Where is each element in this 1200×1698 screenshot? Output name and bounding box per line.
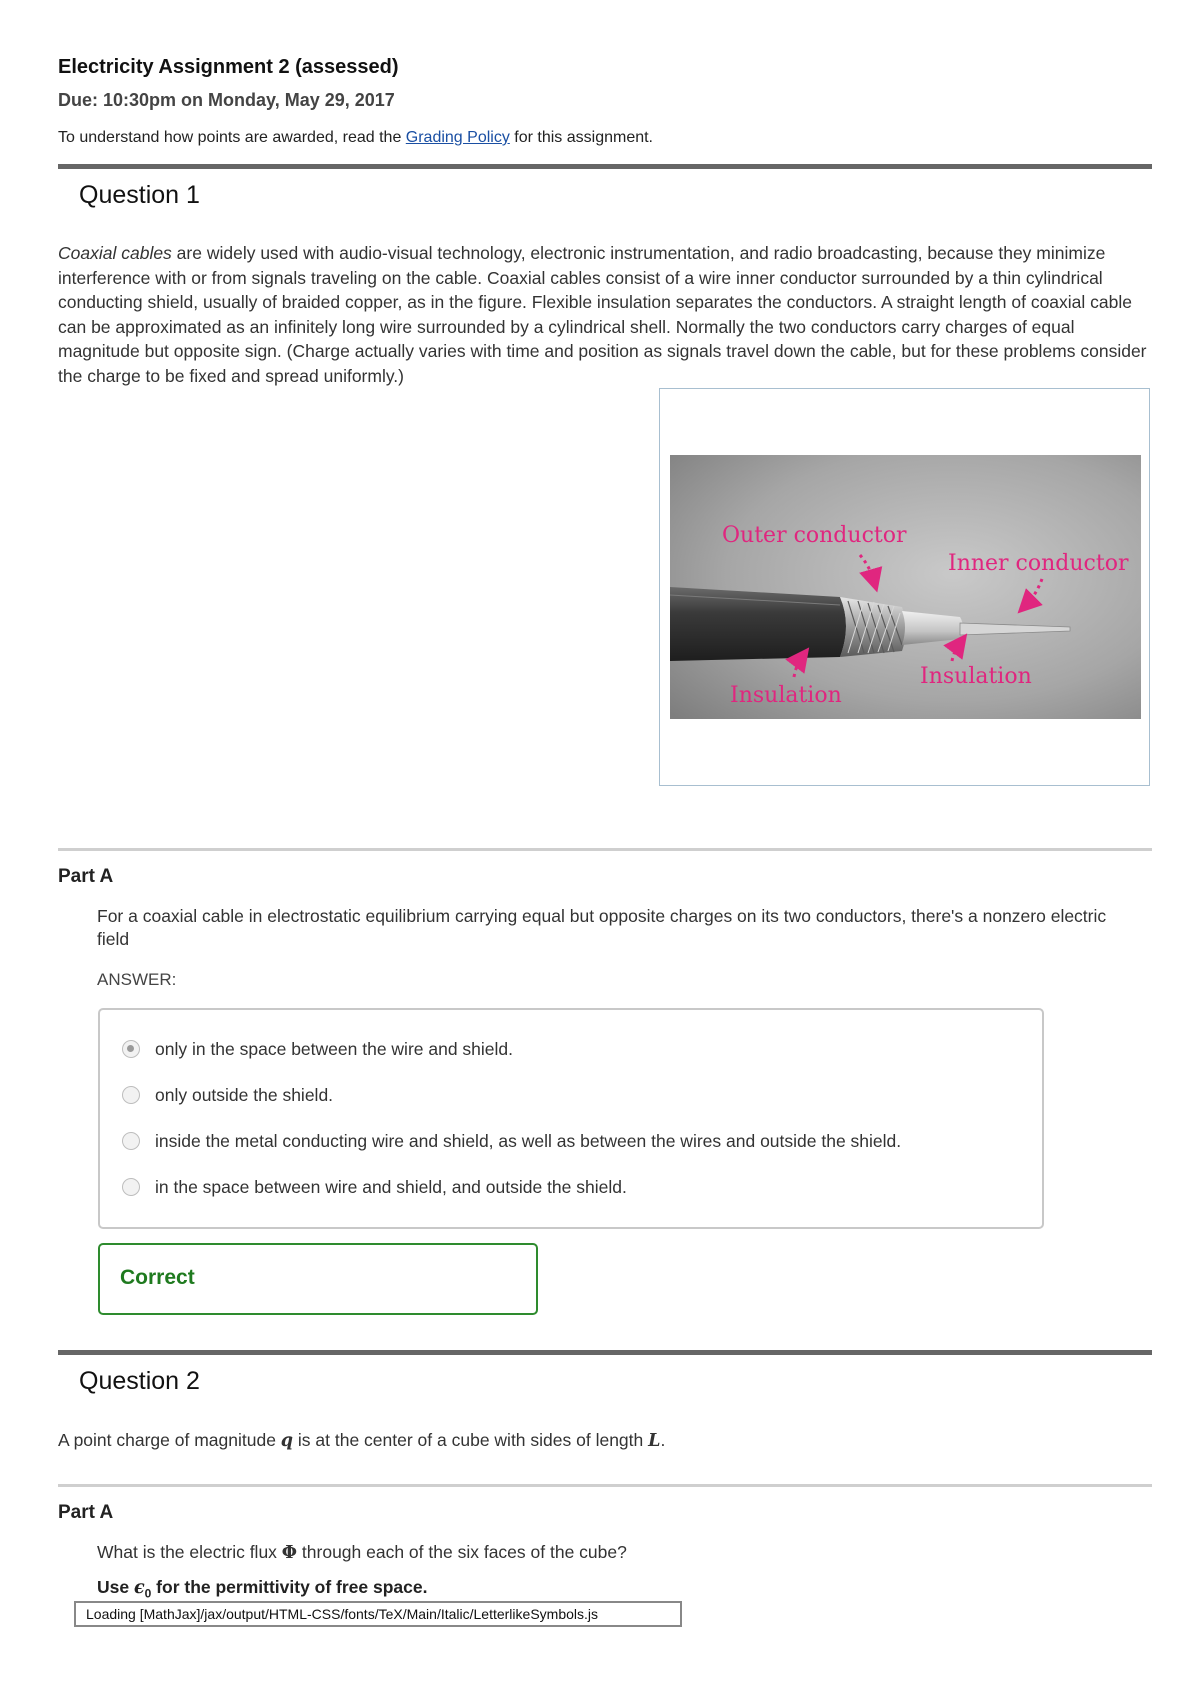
answer-option-4[interactable] <box>122 1174 627 1200</box>
insulation-left-label: Insulation <box>730 683 842 708</box>
option-1-label: only in the space between the wire and shield. <box>155 1038 514 1059</box>
outer-conductor-label: Outer conductor <box>722 523 907 548</box>
grading-intro <box>58 129 653 147</box>
q2-partA-label: Part A <box>58 1502 114 1523</box>
q2-question-before: What is the electric flux <box>97 1542 282 1562</box>
note-after: for the permittivity of free space. <box>151 1577 428 1597</box>
math-epsilon-subscript: 0 <box>144 1586 152 1601</box>
intro-text-after: for this assignment. <box>509 129 653 146</box>
question1-divider <box>58 164 1152 169</box>
question2-divider <box>58 1350 1152 1355</box>
q1-partA-label: Part A <box>58 866 114 887</box>
mathjax-loading-status: Loading [MathJax]/jax/output/HTML-CSS/fonts/TeX/Main/Italic/LetterlikeSymbols.js <box>74 1601 682 1627</box>
answer-options <box>98 1008 1044 1229</box>
note-before: Use <box>97 1577 134 1597</box>
q2-partA-divider <box>58 1484 1152 1487</box>
math-var-phi: Φ <box>281 1543 298 1563</box>
math-var-epsilon: ϵ <box>133 1578 145 1598</box>
q1-partA-question: For a coaxial cable in electrostatic equilibrium carrying equal but opposite charges on its two conductors, there's a nonzero electric field <box>97 906 1107 949</box>
feedback-correct: Correct <box>120 1266 195 1289</box>
radio-unselected[interactable] <box>122 1086 140 1104</box>
inner-conductor-label: Inner conductor <box>948 551 1129 576</box>
intro-text-before: To understand how points are awarded, read the <box>58 129 406 146</box>
math-var-q: q <box>280 1431 294 1451</box>
q2-text-before: A point charge of magnitude <box>58 1430 281 1450</box>
coaxial-cable-figure <box>659 388 1150 786</box>
answer-label: ANSWER: <box>97 970 177 989</box>
radio-selected[interactable] <box>122 1040 140 1058</box>
answer-option-1[interactable] <box>122 1036 513 1062</box>
question2-description <box>58 1428 1152 1454</box>
radio-unselected[interactable] <box>122 1178 140 1196</box>
grading-policy-link[interactable]: Grading Policy <box>405 129 510 146</box>
option-4-label: in the space between wire and shield, and outside the shield. <box>155 1176 627 1197</box>
feedback-box <box>98 1243 538 1315</box>
q2-text-middle: is at the center of a cube with sides of length <box>293 1430 649 1450</box>
radio-unselected[interactable] <box>122 1132 140 1150</box>
question2-heading: Question 2 <box>79 1367 200 1395</box>
math-var-L: L <box>648 1431 661 1451</box>
q2-partA-question <box>97 1541 1117 1565</box>
question1-heading: Question 1 <box>79 181 200 209</box>
question1-body: are widely used with audio-visual technology, electronic instrumentation, and radio broadcasting, because they minimize interference with or from signals traveling on the cable. Coaxial cables consist of a wire inner conductor surrounded by a thin cylindrical conducting shield, usually of braided copper, as in the figure. Flexible insulation separates the conductors. A straight length of coaxial cable can be approximated as an infinitely long wire surrounded by a cylindrical shell. Normally the two conductors carry charges of equal magnitude but opposite sign. (Charge actually varies with time and position as signals travel down the cable, but for these problems consider the charge to be fixed and spread uniformly.) <box>58 243 1147 386</box>
option-3-label: inside the metal conducting wire and shield, as well as between the wires and outside the shield. <box>155 1130 902 1151</box>
answer-option-2[interactable] <box>122 1082 333 1108</box>
partA-divider <box>58 848 1152 851</box>
permittivity-note <box>97 1577 428 1601</box>
answer-option-3[interactable] <box>122 1128 901 1154</box>
coaxial-cables-term: Coaxial cables <box>58 243 172 263</box>
due-date: Due: 10:30pm on Monday, May 29, 2017 <box>58 90 395 110</box>
q2-text-after: . <box>660 1430 666 1450</box>
option-2-label: only outside the shield. <box>155 1084 334 1105</box>
insulation-right-label: Insulation <box>920 664 1032 689</box>
q2-question-after: through each of the six faces of the cube? <box>297 1542 627 1562</box>
assignment-title: Electricity Assignment 2 (assessed) <box>58 56 399 78</box>
coaxial-cable-photo <box>670 455 1141 719</box>
question1-description <box>58 241 1152 388</box>
